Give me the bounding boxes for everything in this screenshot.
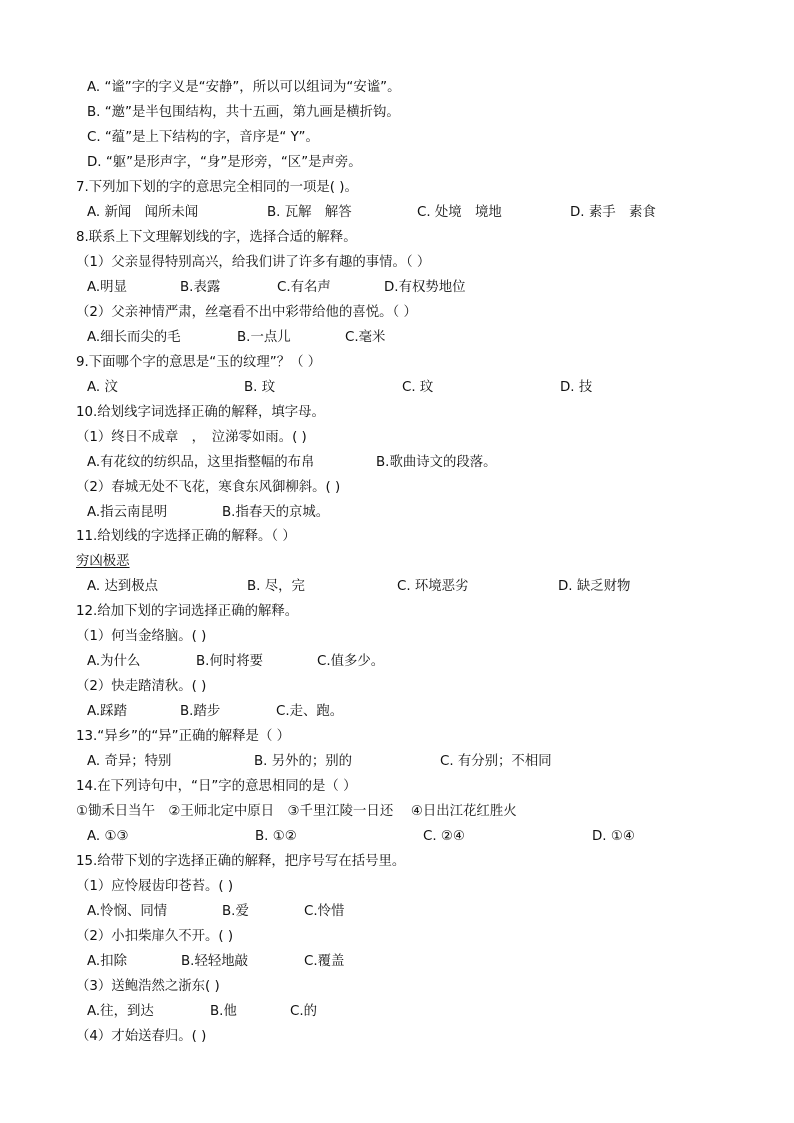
q9-option-d: D. 技 <box>560 380 593 395</box>
q14-option-c: C. ②④ <box>423 829 465 844</box>
q12-sub1-option-a: A.为什么 <box>87 654 141 669</box>
q12-sub2-option-c: C.走、跑。 <box>276 704 344 719</box>
q8-sub1-option-b: B.表露 <box>180 280 221 295</box>
q12-sub2: （2）快走踏清秋。( ) <box>76 679 207 694</box>
q15-sub1-option-b: B.爱 <box>222 904 249 919</box>
q13-stem: 13.“异乡”的“异”正确的解释是（ ） <box>76 729 290 744</box>
q15-sub1-option-a: A.怜悯、同情 <box>87 904 168 919</box>
q14-poem-lines: ①锄禾日当午 ②王师北定中原日 ③千里江陵一日还 ④日出江花红胜火 <box>76 804 517 819</box>
q8-sub1-option-d: D.有权势地位 <box>384 280 466 295</box>
q12-sub2-option-b: B.踏步 <box>180 704 221 719</box>
q11-option-d: D. 缺乏财物 <box>558 579 631 594</box>
q7-option-a: A. 新闻 闻所未闻 <box>87 205 199 220</box>
q14-option-a: A. ①③ <box>87 829 129 844</box>
q8-sub2-option-a: A.细长而尖的毛 <box>87 330 181 345</box>
q14-stem: 14.在下列诗句中，“日”字的意思相同的是（ ） <box>76 779 357 794</box>
q6-option-b: B. “邀”是半包围结构，共十五画，第九画是横折钩。 <box>87 105 400 120</box>
q6-option-d: D. “躯”是形声字，“身”是形旁，“区”是声旁。 <box>87 155 362 170</box>
q9-option-b: B. 玟 <box>244 380 276 395</box>
q10-sub2: （2）春城无处不飞花，寒食东风御柳斜。( ) <box>76 480 341 495</box>
q7-option-c: C. 处境 境地 <box>417 205 502 220</box>
q15-sub3-option-a: A.往，到达 <box>87 1004 154 1019</box>
q7-option-d: D. 素手 素食 <box>570 205 656 220</box>
q15-sub2: （2）小扣柴扉久不开。( ) <box>76 929 234 944</box>
q11-idiom: 穷凶极恶 <box>76 554 130 569</box>
q10-sub2-option-a: A.指云南昆明 <box>87 505 168 520</box>
q8-sub1: （1）父亲显得特别高兴，给我们讲了许多有趣的事情。（ ） <box>76 255 431 270</box>
q15-sub3: （3）送鲍浩然之浙东( ) <box>76 979 220 994</box>
q6-option-c: C. “蕴”是上下结构的字，音序是“ Y”。 <box>87 130 319 145</box>
q12-sub1: （1）何当金络脑。( ) <box>76 629 207 644</box>
q10-sub1-option-a: A.有花纹的纺织品，这里指整幅的布帛 <box>87 455 315 470</box>
q10-sub2-option-b: B.指春天的京城。 <box>222 505 330 520</box>
q9-stem: 9.下面哪个字的意思是“玉的纹理”？（ ） <box>76 355 322 370</box>
q7-option-b: B. 瓦解 解答 <box>267 205 352 220</box>
q15-sub4: （4）才始送春归。( ) <box>76 1029 207 1044</box>
q10-stem: 10.给划线字词选择正确的解释，填字母。 <box>76 405 325 420</box>
q13-option-a: A. 奇异；特别 <box>87 754 172 769</box>
q15-sub3-option-b: B.他 <box>210 1004 237 1019</box>
q12-sub2-option-a: A.踩踏 <box>87 704 127 719</box>
q9-option-a: A. 汶 <box>87 380 118 395</box>
q13-option-b: B. 另外的；别的 <box>254 754 353 769</box>
q12-sub1-option-c: C.值多少。 <box>317 654 385 669</box>
q13-option-c: C. 有分别；不相同 <box>440 754 552 769</box>
q11-option-a: A. 达到极点 <box>87 579 158 594</box>
q11-stem: 11.给划线的字选择正确的解释。（ ） <box>76 529 296 544</box>
q15-sub2-option-c: C.覆盖 <box>304 954 345 969</box>
q8-sub2-option-c: C.毫米 <box>345 330 386 345</box>
q15-sub3-option-c: C.的 <box>290 1004 317 1019</box>
q12-sub1-option-b: B.何时将要 <box>196 654 264 669</box>
q15-sub1: （1）应怜屐齿印苍苔。( ) <box>76 879 234 894</box>
q8-sub2-option-b: B.一点儿 <box>237 330 291 345</box>
q8-sub1-option-c: C.有名声 <box>277 280 331 295</box>
q8-stem: 8.联系上下文理解划线的字，选择合适的解释。 <box>76 230 357 245</box>
q12-stem: 12.给加下划的字词选择正确的解释。 <box>76 604 299 619</box>
q10-sub1: （1）终日不成章 ， 泣涕零如雨。( ) <box>76 430 307 445</box>
q14-option-b: B. ①② <box>255 829 297 844</box>
q7-stem: 7.下列加下划的字的意思完全相同的一项是( )。 <box>76 180 358 195</box>
q15-stem: 15.给带下划的字选择正确的解释，把序号写在括号里。 <box>76 854 406 869</box>
q8-sub1-option-a: A.明显 <box>87 280 127 295</box>
q15-sub2-option-b: B.轻轻地敲 <box>181 954 249 969</box>
q6-option-a: A. “谧”字的字义是“安静”，所以可以组词为“安谧”。 <box>87 80 401 95</box>
q8-sub2: （2）父亲神情严肃，丝毫看不出中彩带给他的喜悦。（ ） <box>76 305 417 320</box>
q10-sub1-option-b: B.歌曲诗文的段落。 <box>376 455 497 470</box>
q11-option-c: C. 环境恶劣 <box>397 579 469 594</box>
q15-sub1-option-c: C.怜惜 <box>304 904 345 919</box>
q11-option-b: B. 尽，完 <box>247 579 305 594</box>
q15-sub2-option-a: A.扣除 <box>87 954 127 969</box>
q9-option-c: C. 玟 <box>402 380 434 395</box>
q14-option-d: D. ①④ <box>592 829 635 844</box>
